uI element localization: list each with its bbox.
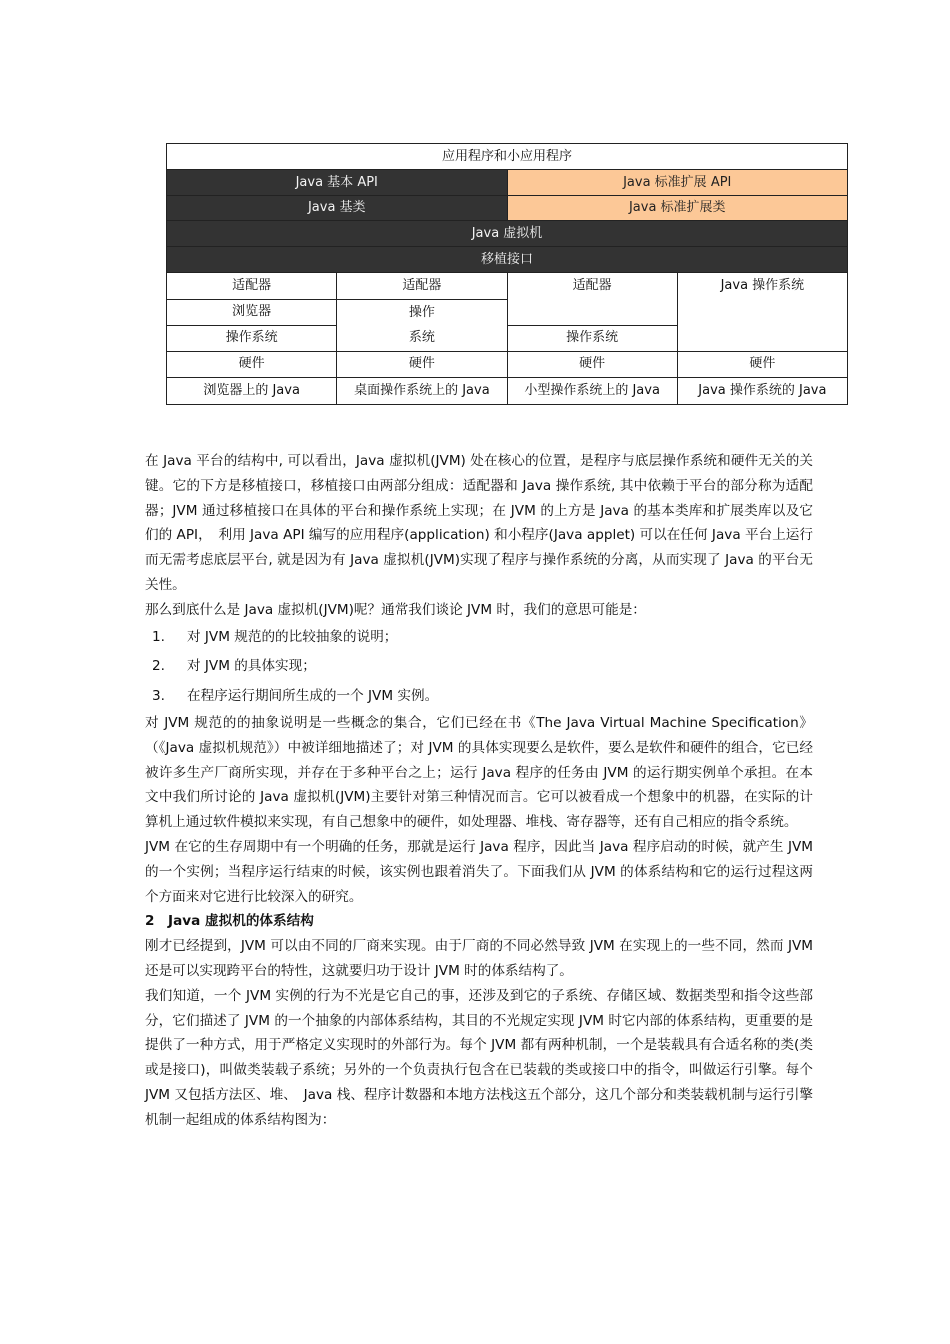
os-cell: 操作系统 bbox=[507, 325, 677, 351]
adapter-cell: 适配器 bbox=[507, 273, 677, 325]
paragraph: 对 JVM 规范的的抽象说明是一些概念的集合，它们已经在书《The Java Virtual Machine Specification》（《Java 虚拟机规范》）中被详细地描述了；对 JVM 的具体实现要么是软件，要么是软件和硬件的组合，它已经被许多生产厂商所实现，并存在于多种平台之上；运行 Java 程序的任务由 JVM 的运行期实例单个承担。在本文中我们所讨论的 Java 虚拟机(JVM)主要针对第三种情况而言。它可以被看成一个想象中的机器，在实际的计算机上通过软件模拟来实现，有自己想象中的硬件，如处理器、堆栈、寄存器等，还有自己相应的指令系统。 bbox=[145, 715, 813, 831]
list-number: 2. bbox=[152, 658, 165, 675]
basic-classes-layer: Java 基类 bbox=[167, 196, 508, 221]
adapter-cell: 适配器 bbox=[337, 273, 507, 299]
list-text: 对 JVM 的具体实现； bbox=[187, 658, 316, 675]
java-on-small-os-cell: 小型操作系统上的 Java bbox=[507, 377, 677, 404]
adapter-cell: 适配器 bbox=[167, 273, 337, 299]
java-on-javaos-cell: Java 操作系统的 Java bbox=[677, 377, 847, 404]
os-line-1: 操作 bbox=[408, 305, 435, 321]
desktop-os-cell bbox=[337, 299, 507, 351]
section-heading: 2 Java 虚拟机的体系结构 bbox=[145, 913, 314, 930]
list-text: 对 JVM 规范的的比较抽象的说明； bbox=[187, 628, 398, 645]
numbered-list bbox=[145, 623, 813, 712]
java-os-cell: Java 操作系统 bbox=[677, 273, 847, 351]
hardware-cell: 硬件 bbox=[507, 351, 677, 377]
paragraph: JVM 在它的生存周期中有一个明确的任务，那就是运行 Java 程序，因此当 Java 程序启动的时候，就产生 JVM 的一个实例；当程序运行结束的时候，该实例也跟着消失了。下面我们从 JVM 的体系结构和它的运行过程这两个方面来对它进行比较深入的研究。 bbox=[145, 839, 813, 905]
paragraph: 那么到底什么是 Java 虚拟机(JVM)呢？通常我们谈论 JVM 时，我们的意思可能是： bbox=[145, 601, 646, 618]
article-body bbox=[145, 449, 813, 1133]
paragraph: 刚才已经提到，JVM 可以由不同的厂商来实现。由于厂商的不同必然导致 JVM 在实现上的一些不同，然而 JVM 还是可以实现跨平台的特性，这就要归功于设计 JVM 时的体系结构了。 bbox=[145, 938, 813, 980]
jvm-layer: Java 虚拟机 bbox=[167, 221, 848, 247]
basic-api-layer: Java 基本 API bbox=[167, 170, 508, 196]
list-item bbox=[145, 652, 813, 682]
hardware-cell: 硬件 bbox=[337, 351, 507, 377]
ext-classes-layer: Java 标准扩展类 bbox=[507, 196, 848, 221]
list-number: 3. bbox=[152, 687, 165, 704]
list-item bbox=[145, 682, 813, 712]
hardware-cell: 硬件 bbox=[677, 351, 847, 377]
apps-layer: 应用程序和小应用程序 bbox=[167, 144, 848, 170]
java-on-browser-cell: 浏览器上的 Java bbox=[167, 377, 337, 404]
java-platform-architecture-diagram bbox=[166, 143, 848, 405]
list-number: 1. bbox=[152, 628, 165, 645]
browser-cell: 浏览器 bbox=[167, 299, 337, 325]
hardware-cell: 硬件 bbox=[167, 351, 337, 377]
list-item bbox=[145, 623, 813, 653]
os-cell: 操作系统 bbox=[167, 325, 337, 351]
paragraph: 我们知道，一个 JVM 实例的行为不光是它自己的事，还涉及到它的子系统、存储区域、数据类型和指令这些部分，它们描述了 JVM 的一个抽象的内部体系结构，其目的不光规定实现 JVM 时它内部的体系结构，更重要的是提供了一种方式，用于严格定义实现时的外部行为。每个 JVM 都有两种机制，一个是装载具有合适名称的类(类或是接口)，叫做类装载子系统；另外的一个负责执行包含在已装载的类或接口中的指令，叫做运行引擎。每个 JVM 又包括方法区、堆、 Java 栈、程序计数器和本地方法栈这五个部分，这几个部分和类装载机制与运行引擎机制一起组成的体系结构图为： bbox=[145, 987, 813, 1128]
porting-interface-layer: 移植接口 bbox=[167, 247, 848, 273]
list-text: 在程序运行期间所生成的一个 JVM 实例。 bbox=[187, 687, 439, 704]
ext-api-layer: Java 标准扩展 API bbox=[507, 170, 848, 196]
java-on-desktop-cell: 桌面操作系统上的 Java bbox=[337, 377, 507, 404]
os-line-2: 系统 bbox=[408, 330, 435, 346]
paragraph: 在 Java 平台的结构中, 可以看出，Java 虚拟机(JVM) 处在核心的位置，是程序与底层操作系统和硬件无关的关键。它的下方是移植接口，移植接口由两部分组成：适配器和 Java 操作系统, 其中依赖于平台的部分称为适配器；JVM 通过移植接口在具体的平台和操作系统上实现；在 JVM 的上方是 Java 的基本类库和扩展类库以及它们的 API， 利用 Java API 编写的应用程序(application) 和小程序(Java applet) 可以在任何 Java 平台上运行而无需考虑底层平台, 就是因为有 Java 虚拟机(JVM)实现了程序与操作系统的分离，从而实现了 Java 的平台无关性。 bbox=[145, 453, 813, 593]
